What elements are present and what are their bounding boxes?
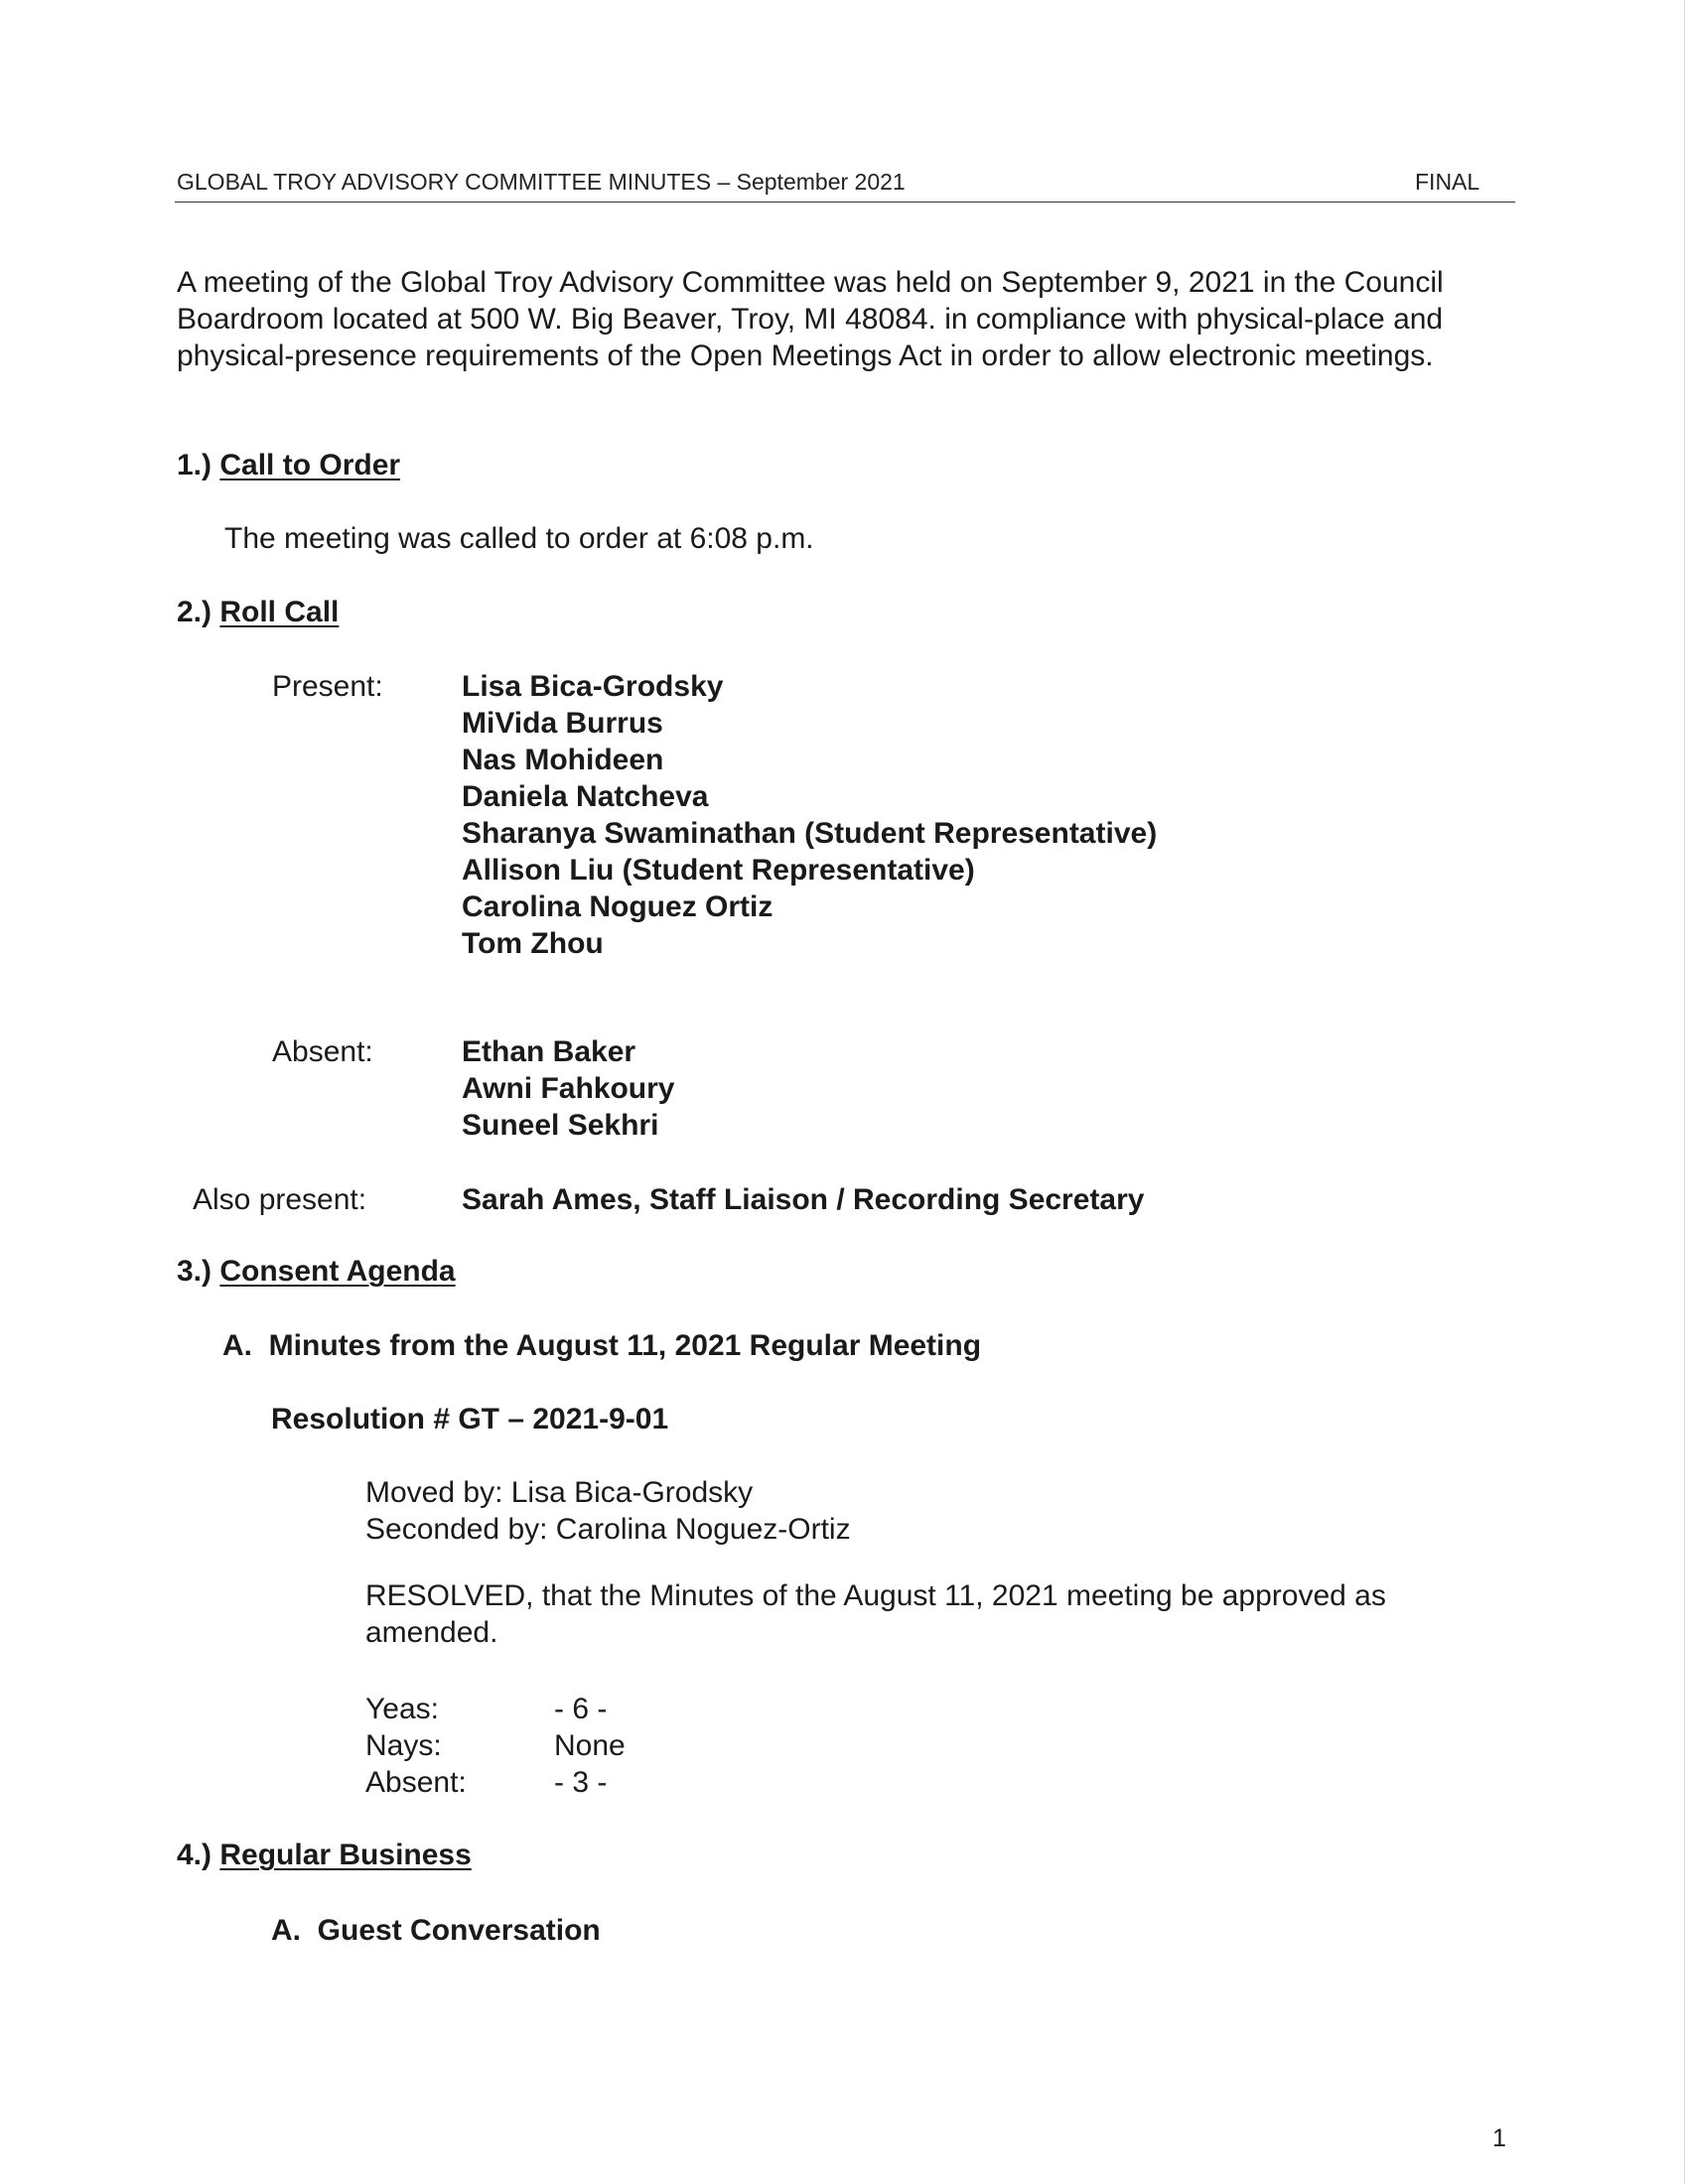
section-number: 4.) [177,1839,212,1871]
absent-list [462,1033,674,1144]
page-number: 1 [1492,2124,1506,2152]
call-to-order-text: The meeting was called to order at 6:08 p.m. [224,522,814,555]
absent-member: Ethan Baker [462,1035,636,1068]
section-roll-call [177,596,339,629]
vote-label: Yeas: [365,1693,439,1725]
absent-member: Awni Fahkoury [462,1072,675,1105]
also-present-name: Sarah Ames, Staff Liaison / Recording Secretary [462,1183,1145,1216]
document-header-title: GLOBAL TROY ADVISORY COMMITTEE MINUTES – September 2021 [177,169,906,195]
section-call-to-order [177,449,400,482]
document-status: FINAL [1415,169,1480,195]
seconded-by: Seconded by: Carolina Noguez-Ortiz [365,1513,851,1546]
section-number: 2.) [177,596,212,628]
present-member: Sharanya Swaminathan (Student Representative) [462,817,1158,850]
vote-label: Absent: [365,1766,467,1799]
present-list [462,668,1157,962]
present-label: Present: [272,670,383,703]
header-rule [175,202,1515,203]
present-member: Nas Mohideen [462,744,664,776]
present-member: Allison Liu (Student Representative) [462,854,975,887]
vote-value: - 3 - [554,1766,608,1799]
present-member: Tom Zhou [462,927,604,960]
present-member: Carolina Noguez Ortiz [462,890,774,923]
absent-member: Suneel Sekhri [462,1109,659,1142]
regular-item-a: A. Guest Conversation [271,1914,601,1947]
absent-label: Absent: [272,1035,373,1068]
consent-item-a: A. Minutes from the August 11, 2021 Regular Meeting [222,1329,982,1362]
present-member: Daniela Natcheva [462,780,709,813]
section-title: Call to Order [219,449,401,481]
section-title: Roll Call [219,596,340,628]
intro-paragraph: A meeting of the Global Troy Advisory Committee was held on September 9, 2021 in the Council Boardroom located at 500 W. Big Beaver, Troy, MI 48084. in compliance with physical-place and physical-presence requirements of the Open Meetings Act in order to allow electronic meetings. [177,266,1444,372]
resolved-text: RESOLVED, that the Minutes of the August 11, 2021 meeting be approved as amended. [365,1579,1386,1649]
vote-value: - 6 - [554,1693,608,1725]
section-title: Consent Agenda [219,1255,456,1288]
section-regular-business [177,1839,472,1872]
section-number: 1.) [177,449,212,481]
also-present-label: Also present: [193,1183,367,1216]
present-member: Lisa Bica-Grodsky [462,670,724,703]
present-member: MiVida Burrus [462,707,663,740]
section-title: Regular Business [219,1839,472,1871]
resolution-number: Resolution # GT – 2021-9-01 [271,1403,669,1435]
section-number: 3.) [177,1255,212,1288]
section-consent-agenda [177,1255,456,1289]
moved-by: Moved by: Lisa Bica-Grodsky [365,1476,754,1509]
vote-label: Nays: [365,1729,442,1762]
vote-value: None [554,1729,626,1762]
scan-edge-line [1684,0,1685,2184]
